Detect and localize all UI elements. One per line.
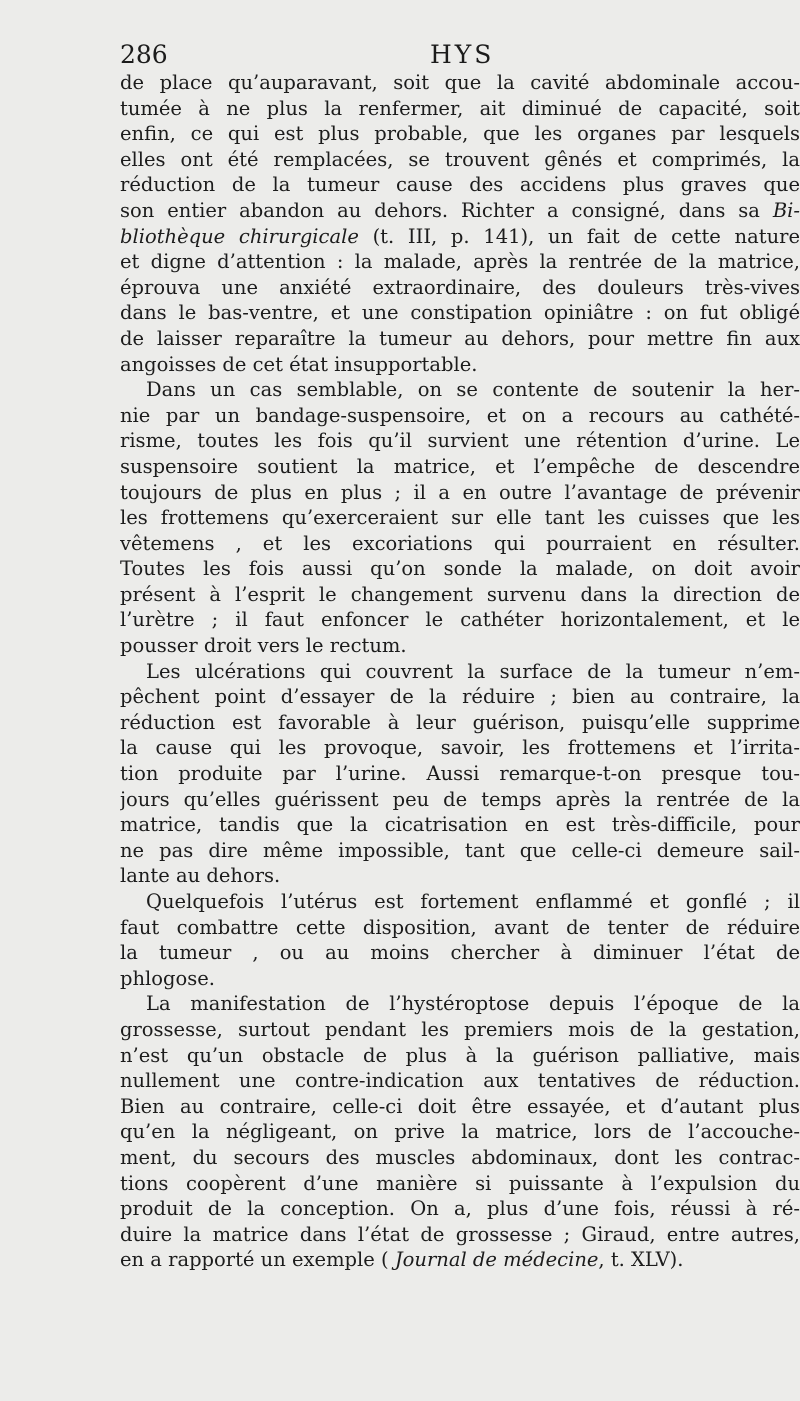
italic-title: Journal de médecine: [394, 1248, 599, 1272]
text-line: la cause qui les provoque, savoir, les frottemens et l’irrita-: [120, 736, 800, 760]
text-line: réduction est favorable à leur guérison, puisqu’elle supprime: [120, 710, 800, 734]
text-line: pousser droit vers le rectum.: [120, 634, 407, 658]
text-line: matrice, tandis que la cicatrisation en est très-difficile, pour: [120, 813, 800, 837]
body-text: [120, 70, 800, 1273]
text-line: ment, du secours des muscles abdominaux, dont les contrac-: [120, 1145, 800, 1169]
text-line: qu’en la négligeant, on prive la matrice, lors de l’accouche-: [120, 1120, 800, 1144]
text-line: faut combattre cette disposition, avant de tenter de réduire: [120, 915, 800, 939]
text-line: grossesse, surtout pendant les premiers mois de la gestation,: [120, 1017, 800, 1041]
text-line: Toutes les fois aussi qu’on sonde la malade, on doit avoir: [120, 557, 800, 581]
text-line: en a rapporté un exemple ( Journal de médecine, t. XLV).: [120, 1248, 684, 1272]
text-line: Les ulcérations qui couvrent la surface de la tumeur n’em-: [146, 659, 800, 683]
text-line: n’est qu’un obstacle de plus à la guérison palliative, mais: [120, 1043, 800, 1067]
text-line: produit de la conception. On a, plus d’une fois, réussi à ré-: [120, 1197, 800, 1221]
page-number: 286: [120, 40, 168, 69]
text-line: vêtemens , et les excoriations qui pourraient en résulter.: [120, 531, 800, 555]
text-line: présent à l’esprit le changement survenu dans la direction de: [120, 582, 800, 606]
text-line: Bien au contraire, celle-ci doit être essayée, et d’autant plus: [120, 1094, 800, 1118]
italic-title: bliothèque chirurgicale: [120, 224, 359, 248]
running-head: HYS: [430, 40, 495, 69]
text-line: jours qu’elles guérissent peu de temps après la rentrée de la: [120, 787, 800, 811]
text-line: pêchent point d’essayer de la réduire ; bien au contraire, la: [120, 685, 800, 709]
text-line: de place qu’auparavant, soit que la cavité abdominale accou-: [120, 71, 800, 94]
text-line: enfin, ce qui est plus probable, que les organes par lesquels: [120, 122, 800, 146]
text-line: Quelquefois l’utérus est fortement enflammé et gonflé ; il: [146, 890, 800, 913]
text-line: bliothèque chirurgicale (t. III, p. 141), un fait de cette nature: [120, 224, 800, 248]
italic-title: Bi-: [772, 198, 800, 222]
text-line: nie par un bandage-suspensoire, et on a recours au cathété-: [120, 403, 800, 427]
text-line: lante au dehors.: [120, 864, 281, 888]
text-line: les frottemens qu’exerceraient sur elle tant les cuisses que les: [120, 506, 800, 530]
text-line: Dans un cas semblable, on se contente de soutenir la her-: [146, 378, 800, 402]
text-line: tumée à ne plus la renfermer, ait diminué de capacité, soit: [120, 96, 800, 120]
text-line: tions coopèrent d’une manière si puissante à l’expulsion du: [120, 1171, 800, 1195]
text-line: nullement une contre-indication aux tentatives de réduction.: [120, 1069, 800, 1093]
text-line: elles ont été remplacées, se trouvent gênés et comprimés, la: [120, 147, 800, 171]
text-line: et digne d’attention : la malade, après la rentrée de la matrice,: [120, 250, 800, 274]
text-line: La manifestation de l’hystéroptose depuis l’époque de la: [146, 992, 800, 1016]
text-line: ne pas dire même impossible, tant que celle-ci demeure sail-: [120, 838, 800, 862]
text-line: duire la matrice dans l’état de grossesse ; Giraud, entre autres,: [120, 1222, 800, 1246]
text-line: la tumeur , ou au moins chercher à diminuer l’état de: [120, 941, 800, 965]
text-line: son entier abandon au dehors. Richter a consigné, dans sa Bi-: [120, 198, 800, 222]
text-line: angoisses de cet état insupportable.: [120, 352, 478, 376]
text-line: éprouva une anxiété extraordinaire, des douleurs très-vives: [120, 275, 800, 299]
text-line: réduction de la tumeur cause des accidens plus graves que: [120, 173, 800, 197]
text-line: suspensoire soutient la matrice, et l’empêche de descendre: [120, 454, 800, 478]
text-line: l’urètre ; il faut enfoncer le cathéter horizontalement, et le: [120, 608, 800, 632]
text-line: tion produite par l’urine. Aussi remarque-t-on presque tou-: [120, 762, 800, 786]
page-header: [120, 38, 800, 72]
text-line: risme, toutes les fois qu’il survient une rétention d’urine. Le: [120, 429, 800, 453]
text-line: phlogose.: [120, 966, 215, 990]
text-line: de laisser reparaître la tumeur au dehors, pour mettre fin aux: [120, 326, 800, 350]
text-line: toujours de plus en plus ; il a en outre l’avantage de prévenir: [120, 480, 800, 504]
text-line: dans le bas-ventre, et une constipation opiniâtre : on fut obligé: [120, 301, 800, 325]
